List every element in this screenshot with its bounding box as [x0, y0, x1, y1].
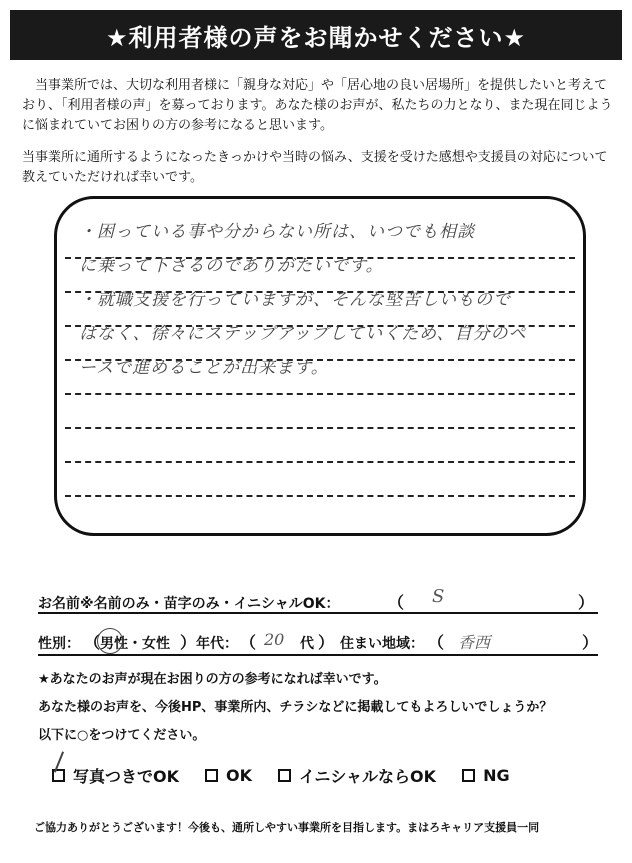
age-label: 年代：: [196, 636, 238, 652]
option-ok[interactable]: [205, 766, 252, 785]
writing-line: [65, 461, 575, 463]
area-label: 住まい地域：: [340, 636, 424, 652]
option-label: NG: [483, 766, 510, 785]
checkbox-photo-ok[interactable]: [52, 769, 65, 782]
name-paren-close: ）: [578, 593, 595, 612]
gender-paren-close: ）: [180, 633, 197, 652]
gender-options[interactable]: 男性・女性: [100, 636, 170, 652]
consent-note-2: あなた様のお声を、今後HP、事業所内、チラシなどに掲載してもよろしいでしょうか？: [38, 700, 553, 715]
age-paren-close: ）: [318, 633, 335, 652]
age-suffix: 代: [300, 636, 314, 652]
consent-note-3: 以下に○をつけてください。: [38, 728, 206, 743]
writing-line: [65, 393, 575, 395]
option-ng[interactable]: [462, 766, 510, 785]
writing-line: [65, 495, 575, 497]
handwritten-line: ・就職支援を行っていますが、そんな堅苦しいもので: [79, 290, 511, 310]
checkbox-ok[interactable]: [205, 769, 218, 782]
option-label: 写真つきでOK: [73, 767, 180, 786]
footer-thanks: ご協力ありがとうございます！今後も、通所しやすい事業所を目指します。まはろキャリア支援員一同: [34, 821, 540, 834]
name-paren-open: （: [388, 593, 405, 612]
option-label: OK: [226, 766, 253, 785]
intro-paragraph-1: 当事業所では、大切な利用者様に「親身な対応」や「居心地の良い居場所」を提供したいと考えており、「利用者様の声」を募っております。あなた様のお声が、私たちの力となり、また現在同じように悩まれていてお困りの方の参考になると思います。: [22, 78, 613, 133]
details-underline: [38, 654, 598, 656]
checkbox-ng[interactable]: [462, 769, 475, 782]
area-paren-open: （: [428, 633, 445, 652]
name-label: お名前※名前のみ・苗字のみ・イニシャルOK：: [38, 596, 340, 612]
writing-line: [65, 427, 575, 429]
option-label: イニシャルならOK: [299, 767, 437, 786]
checkbox-initial-ok[interactable]: [278, 769, 291, 782]
handwritten-line: ・困っている事や分からない所は、いつでも相談: [79, 222, 475, 242]
handwritten-line: に乗って下さるのでありがたいです。: [79, 256, 384, 276]
page-title: ★利用者様の声をお聞かせください★: [10, 10, 622, 60]
gender-label: 性別：: [38, 636, 80, 652]
handwritten-line: ースで進めることが出来ます。: [79, 358, 329, 378]
intro-paragraph-2: 当事業所に通所するようになったきっかけや当時の悩み、支援を受けた感想や支援員の対応について教えていただければ幸いです。: [22, 150, 608, 185]
option-photo-ok[interactable]: [52, 764, 179, 787]
check-mark-icon: [54, 751, 64, 772]
gender-paren-open: （: [84, 633, 101, 652]
consent-options: [52, 764, 536, 787]
comment-box: [54, 196, 586, 536]
name-value[interactable]: S: [432, 586, 445, 607]
age-paren-open: （: [240, 633, 257, 652]
name-underline: [38, 612, 598, 614]
consent-note-1: ★あなたのお声が現在お困りの方の参考になれば幸いです。: [38, 672, 387, 687]
area-value[interactable]: 香西: [458, 633, 491, 652]
area-paren-close: ）: [582, 633, 599, 652]
age-value[interactable]: 20: [264, 630, 285, 649]
handwritten-line: はなく、徐々にステップアップしていくため、自分のペ: [79, 324, 527, 344]
option-initial-ok[interactable]: [278, 764, 436, 787]
gender-selected-circle: [97, 628, 123, 654]
